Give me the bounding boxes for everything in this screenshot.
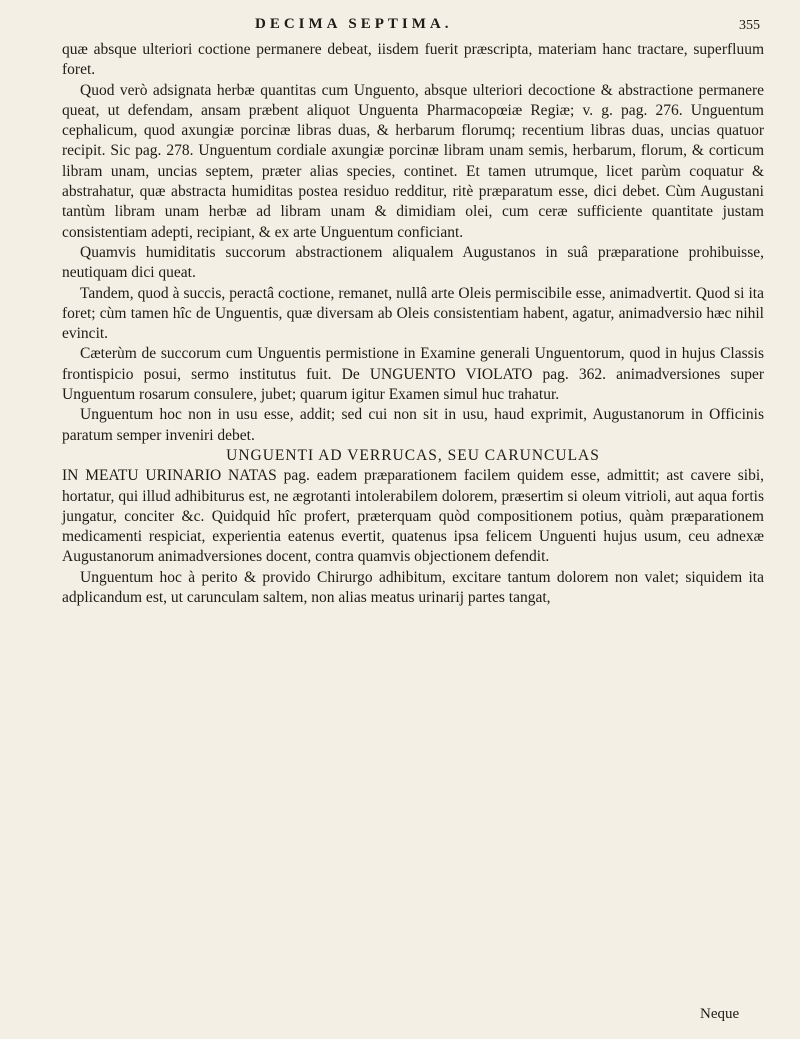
text-body bbox=[62, 40, 764, 608]
running-title: DECIMA SEPTIMA. bbox=[255, 16, 453, 32]
paragraph-5: Cæterùm de succorum cum Unguentis permistione in Examine generali Unguentorum, quod in hujus Classis frontispicio posui, sermo institutus fuit. De UNGUENTO VIOLATO pag. 362. animadversiones super Unguentum rosarum consulere, jubet; quarum igitur Examen simul huc trahatur. bbox=[62, 345, 764, 404]
paragraph-4: Tandem, quod à succis, peractâ coctione, remanet, nullâ arte Oleis permiscibile esse, animadvertit. Quod si ita foret; cùm tamen hîc de Unguentis, quæ diversam ab Oleis consistentiam habent, agatur, animadversio hæc nihil evincit. bbox=[62, 284, 764, 343]
paragraph-6: Unguentum hoc non in usu esse, addit; sed cui non sit in usu, haud exprimit, Augustanorum in Officinis paratum semper inveniri debet. bbox=[62, 406, 764, 444]
section-heading: UNGUENTI AD VERRUCAS, SEU CARUNCULAS bbox=[226, 446, 600, 464]
catchword: Neque bbox=[700, 1006, 740, 1022]
paragraph-2: Quod verò adsignata herbæ quantitas cum Unguento, absque ulteriori decoctione & abstractione permanere queat, ut defendam, ansam præbent aliquot Unguenta Pharmacopœiæ Regiæ; v. g. pag. 276. Unguentum cephalicum, quod axungiæ porcinæ libras duas, & herbarum florumq; recentium libras duas, uncias quatuor recipit. Sic pag. 278. Unguentum cordiale axungiæ porcinæ libram unam semis, herbarum, florum, & corticum libram unam, uncias septem, præter alias species, continet. Et tamen utrumque, licet parùm coquatur & abstrahatur, quæ abstracta humiditas postea residuo redditur, ritè præparatum esse, dici debet. Cùm Augustani tantùm libram unam herbæ ad libram unam & dimidiam olei, cum ceræ sufficiente quantitate justam consistentiam adepti, recipiant, & ex arte Unguentum conficiant. bbox=[62, 81, 764, 241]
paragraph-7: IN MEATU URINARIO NATAS pag. eadem præparationem facilem quidem esse, admittit; ast cavere sibi, hortatur, qui illud adhibiturus est, ne ægrotanti intolerabilem dolorem, præsertim si oleum vitrioli, aut aqua fortis jungatur, conciter &c. Quidquid hîc profert, præterquam quòd compositionem potius, quàm præparationem medicamenti respiciat, experientia eatenus evertit, quatenus ipsa felicem Unguenti hujus usum, ceu adnexæ Augustanorum animadversiones docent, contra quamvis objectionem defendit. bbox=[62, 467, 764, 566]
paragraph-8: Unguentum hoc à perito & provido Chirurgo adhibitum, excitare tantum dolorem non valet; siquidem ita adplicandum est, ut carunculam saltem, non alias meatus urinarij partes tangat, bbox=[62, 568, 764, 607]
paragraph-1: quæ absque ulteriori coctione permanere debeat, iisdem fuerit præscripta, materiam hanc tractare, superfluum foret. bbox=[62, 41, 764, 79]
paragraph-3: Quamvis humiditatis succorum abstractionem aliqualem Augustanos in suâ præparatione prohibuisse, neutiquam dici queat. bbox=[62, 243, 764, 282]
running-header bbox=[255, 16, 760, 38]
page-number: 355 bbox=[739, 18, 760, 33]
